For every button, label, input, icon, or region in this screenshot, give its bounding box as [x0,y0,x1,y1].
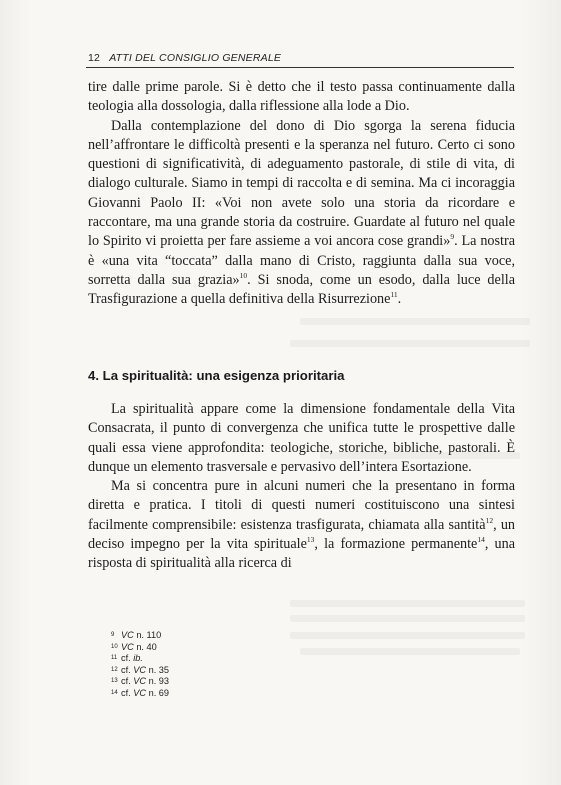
paragraph [88,117,515,310]
footnote [111,688,169,700]
footnote-ref: 11 [390,290,398,300]
text-run: Ma si concentra pure in alcuni numeri che la presentano in forma diretta e pratica. I titoli di questi numeri costituiscono una sintesi facilmente comprensibile: esistenza trasfigurata, chiamata alla santità [88,478,515,533]
body-text-top [88,78,515,310]
bleed-through [300,648,520,655]
footnote-number: 11 [111,655,118,661]
footnote-number: 12 [111,666,118,673]
footnote-number: 10 [111,643,118,650]
footnote-prefix: cf. [121,664,134,675]
footnote-ref: 14 [477,535,485,545]
footnote-prefix: cf. [121,676,134,686]
paragraph [88,477,515,573]
footnote-ref-number: n. 40 [133,641,157,652]
text-run: , una risposta di spiritualità alla ricerca di [88,536,515,572]
text-run: , un deciso impegno per la vita spirituale [88,516,516,553]
footnote-source: VC [133,676,147,686]
running-title: ATTI DEL CONSIGLIO GENERALE [109,52,282,64]
footnote-number: 14 [111,689,118,696]
text-run: . [397,291,402,308]
footnote-source: VC [121,630,134,640]
footnote-ref-number: n. 93 [146,676,170,686]
footnote-number: 9 [111,632,115,638]
bleed-through [290,615,525,622]
footnote [111,676,169,688]
text-run: La spiritualità appare come la dimensione fondamentale della Vita Consacrata, il punto di convergenza che unifica tutte le prospettive dalle quali essa viene approfondita: teologiche, storiche, bibliche, pastorali. È dunque un elemento trasversale e pervasivo dell’intera Esortazione. [88,401,515,475]
footnote-prefix: cf. [121,687,134,698]
footnote [111,665,169,677]
header-rule [86,67,514,68]
footnote-source: ib. [133,653,143,663]
footnote-ref-number: n. 69 [146,687,170,698]
footnote-source: VC [133,687,147,698]
text-run: Dalla contemplazione del dono di Dio sgorga la serena fiducia nell’affrontare le difficoltà presenti e la speranza nel futuro. Certo ci sono questioni di significatività, di adeguamento pastorale, di stile di vita, di dialogo culturale. Siamo in tempi di raccolta e di semina. Ma ci incoraggia Giovanni Paolo II: «Voi non avete solo una storia da ricordare e raccontare, ma una grande storia da costruire. Guardate al futuro nel quale lo Spirito vi proietta per fare assieme a voi ancora cose grandi» [88,117,515,250]
footnote-ref-number: n. 110 [133,630,162,640]
running-header [88,52,281,64]
footnote-ref: 9 [450,232,455,242]
text-run: tire dalle prime parole. Si è detto che il testo passa continuamente dalla teologia alla dossologia, dalla riflessione alla lode a Dio. [88,79,515,115]
footnote-ref-number: n. 35 [146,664,170,675]
bleed-through [290,632,525,639]
footnote-source: VC [133,664,147,675]
body-text-bottom [88,400,515,574]
footnote-ref: 13 [306,535,315,545]
footnotes [111,630,169,699]
footnote-source: VC [121,641,134,652]
paragraph [88,400,515,477]
text-run: . La nostra è «una vita “toccata” dalla mano di Cristo, raggiunta dalla sua voce, sorretta dalla sua grazia» [88,233,515,288]
paragraph [88,78,515,117]
text-run: . Si snoda, come un esodo, dalla luce della Trasfigurazione a quella definitiva della Risurrezione [88,271,515,308]
footnote [111,653,169,665]
footnote [111,642,169,654]
footnote [111,630,169,642]
footnote-ref: 12 [485,515,494,525]
footnote-ref: 10 [239,270,248,280]
footnote-prefix: cf. [121,653,134,663]
section-heading: 4. La spiritualità: una esigenza prioritaria [88,368,345,383]
footnote-number: 13 [111,678,118,684]
bleed-through [290,340,530,347]
text-run: , la formazione permanente [314,536,478,553]
bleed-through [290,600,525,607]
page-number: 12 [88,52,101,64]
bleed-through [300,318,530,325]
